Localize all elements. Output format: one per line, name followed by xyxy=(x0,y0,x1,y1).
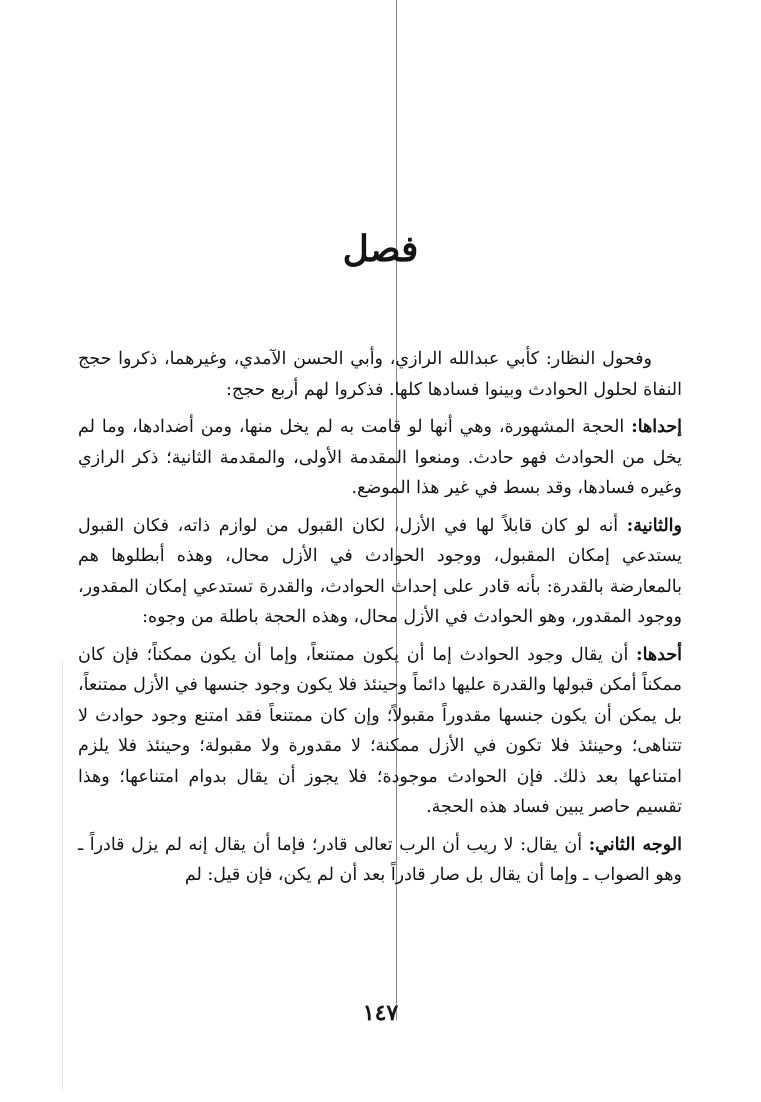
paragraph-text: أن يقال وجود الحوادث إما أن يكون ممتنعاً، وإما أن يكون ممكناً؛ فإن كان ممكناً أمكن قبولها والقدرة عليها دائماً وحينئذ فلا يكون وجود جنسها في الأزل ممتنعاً، بل يمكن أن يكون جنسها مقدوراً مقبولاً؛ وإن كان ممتنعاً فقد امتنع وجود حوادث لا تتناهى؛ وحينئذ فلا تكون في الأزل ممكنة؛ لا مقدورة ولا مقبولة؛ وحينئذ فلا يلزم امتناعها بعد ذلك. فإن الحوادث موجودة؛ فلا يجوز أن يقال بدوام امتناعها؛ وهذا تقسيم حاصر يبين فساد هذه الحجة. xyxy=(78,644,682,817)
paragraph-lead: والثانية: xyxy=(626,515,682,536)
paragraph-text: أنه لو كان قابلاً لها في الأزل، لكان القبول من لوازم ذاته، فكان القبول يستدعي إمكان المقبول، ووجود الحوادث في الأزل محال، وهذه أبطلوها هم بالمعارضة بالقدرة: بأنه قادر على إحداث الحوادث، والقدرة تستدعي إمكان المقدور، ووجود المقدور، وهو الحوادث في الأزل محال، وهذه الحجة باطلة من وجوه: xyxy=(78,515,682,627)
paragraph-second-response xyxy=(78,830,682,891)
paragraph-first-response xyxy=(78,640,682,823)
page-number: ١٤٧ xyxy=(362,1000,399,1026)
paragraph-first-argument xyxy=(78,412,682,504)
paragraph-lead: أحدها: xyxy=(636,644,682,665)
paragraph-text: الحجة المشهورة، وهي أنها لو قامت به لم يخل منها، ومن أضدادها، وما لم يخل من الحوادث فهو حادث. ومنعوا المقدمة الأولى، والمقدمة الثانية؛ ذكر الرازي وغيره فسادها، وقد بسط في غير هذا الموضع. xyxy=(78,417,682,498)
page-text-body xyxy=(78,344,682,898)
paragraph-second-argument xyxy=(78,511,682,633)
paragraph-lead: الوجه الثاني: xyxy=(588,834,682,855)
paragraph-intro xyxy=(78,344,682,405)
chapter-title: فصل xyxy=(342,228,419,270)
paragraph-text: وفحول النظار: كأبي عبدالله الرازي، وأبي الحسن الآمدي، وغيرهما، ذكروا حجج النفاة لحلول الحوادث وبينوا فسادها كلها. فذكروا لهم أربع حجج: xyxy=(78,349,682,400)
paragraph-lead: إحداها: xyxy=(631,417,682,437)
paragraph-text: أن يقال: لا ريب أن الرب تعالى قادر؛ فإما أن يقال إنه لم يزل قادراً ـ وهو الصواب ـ وإما أن يقال بل صار قادراً بعد أن لم يكن، فإن قيل: لم xyxy=(78,834,682,885)
